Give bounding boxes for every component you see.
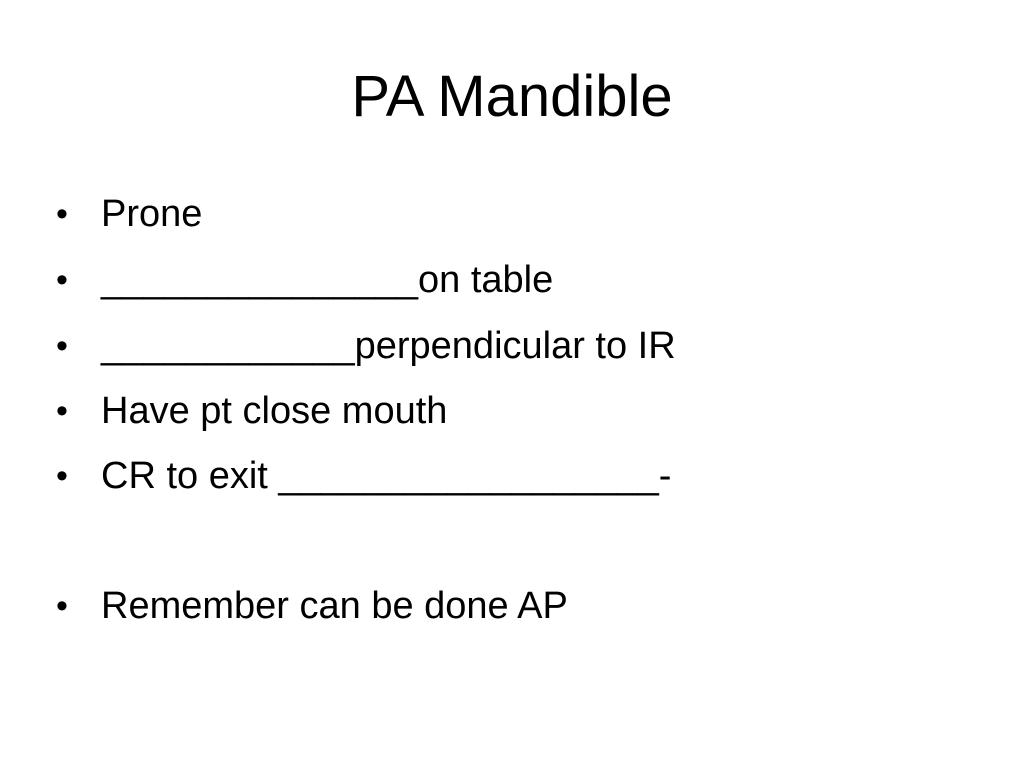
bullet-marker: •: [56, 195, 68, 233]
bullet-text: _______________on table: [101, 259, 554, 301]
bullet-text: Remember can be done AP: [101, 585, 568, 627]
bullet-marker: •: [56, 392, 68, 430]
bullet-marker: •: [56, 327, 68, 365]
bullet-marker: •: [56, 587, 68, 625]
bullet-text: Have pt close mouth: [101, 390, 448, 432]
bullet-text: CR to exit __________________-: [101, 455, 672, 497]
slide-title: PA Mandible: [351, 64, 673, 129]
bullet-text: ____________perpendicular to IR: [101, 325, 676, 367]
bullet-marker: •: [56, 261, 68, 299]
bullet-marker: •: [56, 457, 68, 495]
bullet-text: Prone: [101, 193, 203, 235]
